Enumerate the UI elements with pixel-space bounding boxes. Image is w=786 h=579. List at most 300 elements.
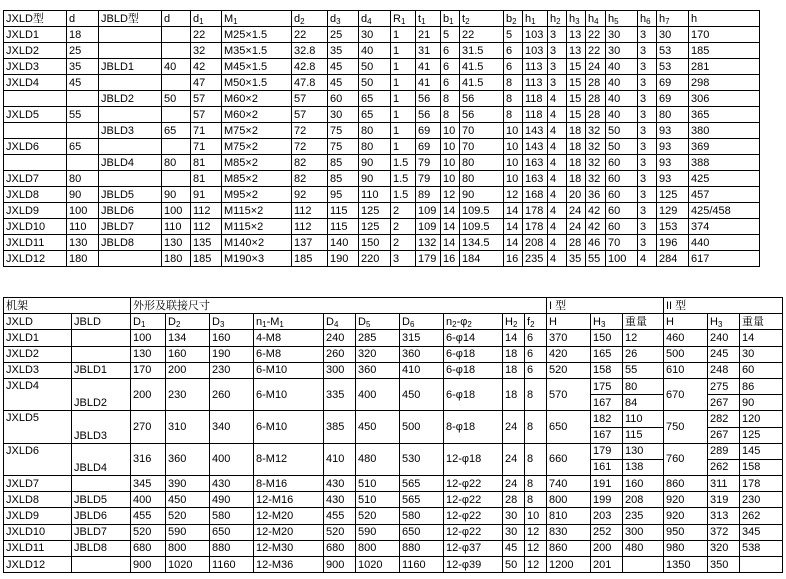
table-cell: 72 <box>292 123 328 139</box>
table-cell: 60 <box>606 155 638 171</box>
table-cell: 92 <box>292 187 328 203</box>
table-cell-n1: 6-M8 <box>254 346 324 362</box>
table-cell <box>67 123 99 139</box>
table-cell-h3: 372 <box>708 524 740 540</box>
table-cell-h: 650 <box>547 411 591 443</box>
table-cell: 8 <box>441 91 460 107</box>
table-cell: 365 <box>689 107 760 123</box>
table-cell-weight: 30 <box>740 346 783 362</box>
table-cell-weight: 80 <box>623 378 664 394</box>
table-cell: 93 <box>657 155 689 171</box>
table-cell: 3 <box>548 75 567 91</box>
table-cell-weight: 90 <box>740 395 783 411</box>
column-header-symbol: h <box>691 12 698 25</box>
table-cell-f2: 6 <box>525 346 547 362</box>
column-header-symbol: h <box>525 12 532 25</box>
table-cell-h: 420 <box>547 346 591 362</box>
table-cell: 109 <box>416 219 441 235</box>
table-cell: 45 <box>328 59 359 75</box>
column-header <box>547 314 591 330</box>
table-cell: 150 <box>359 235 391 251</box>
table-cell: JBLD2 <box>99 91 162 107</box>
column-header <box>606 11 638 27</box>
table-cell-d6: 315 <box>400 330 444 346</box>
table-cell-hb: 610 <box>664 362 708 378</box>
table-cell-h3: 182 <box>591 411 623 427</box>
table-cell-h3: 289 <box>708 443 740 459</box>
column-header-subscript: 2 <box>465 16 470 26</box>
table-row <box>4 75 760 91</box>
table-cell-h: 740 <box>547 476 591 492</box>
table-cell-d5: 285 <box>356 330 400 346</box>
table-cell: 1 <box>391 123 416 139</box>
table-cell-jxld: JXLD10 <box>4 524 72 540</box>
table-cell: 180 <box>67 251 99 267</box>
table-cell-jbld <box>72 411 131 427</box>
table-cell <box>4 155 67 171</box>
table-cell: 306 <box>689 91 760 107</box>
table-cell-d4: 240 <box>324 330 356 346</box>
table-cell: JXLD6 <box>4 139 67 155</box>
table-cell: 3 <box>638 123 657 139</box>
table-cell-n1: 12-M20 <box>254 508 324 524</box>
table-cell: 1 <box>391 139 416 155</box>
table-cell: 25 <box>67 43 99 59</box>
table-cell: M85×2 <box>222 171 292 187</box>
table-cell <box>4 91 67 107</box>
column-header-subscript: 2 <box>175 319 181 329</box>
table-cell: 388 <box>689 155 760 171</box>
table-cell: 3 <box>638 171 657 187</box>
table-cell-f2: 8 <box>525 378 547 410</box>
column-header-symbol: D <box>133 315 141 328</box>
table-cell-weight: 345 <box>740 524 783 540</box>
table-cell-d2: 520 <box>166 508 210 524</box>
table-cell: 113 <box>523 59 548 75</box>
table-cell: 115 <box>328 219 359 235</box>
table-cell: JXLD3 <box>4 59 67 75</box>
table-cell-d4: 385 <box>324 411 356 443</box>
table-cell: 32.8 <box>292 43 328 59</box>
column-header <box>324 314 356 330</box>
table-cell-h3: 167 <box>591 395 623 411</box>
table-cell-d6: 410 <box>400 362 444 378</box>
table-cell-f2: 8 <box>525 492 547 508</box>
table-cell: 60 <box>328 91 359 107</box>
table-cell-h: 830 <box>547 524 591 540</box>
table-cell-weight: 538 <box>740 540 783 556</box>
table-cell-h: 570 <box>547 378 591 410</box>
table-cell-jxld: JXLD2 <box>4 346 72 362</box>
table-cell: 41 <box>416 59 441 75</box>
table-cell-h3: 311 <box>708 476 740 492</box>
table-cell: 40 <box>606 91 638 107</box>
table-cell-weight: 178 <box>740 476 783 492</box>
table-cell-h3: 165 <box>591 346 623 362</box>
table-cell-d2: 800 <box>166 540 210 556</box>
table-cell-jxld <box>4 395 72 411</box>
table-cell-d4: 900 <box>324 557 356 573</box>
table-cell: 235 <box>523 251 548 267</box>
column-header-symbol: d <box>361 12 368 25</box>
table-cell-jbld: JBLD4 <box>72 459 131 475</box>
table-cell: 425 <box>689 171 760 187</box>
table-cell: 42 <box>586 203 606 219</box>
column-header-subscript: 4 <box>367 16 372 26</box>
table-cell-jbld: JBLD8 <box>72 540 131 556</box>
column-header-subscript: 1 <box>449 16 454 26</box>
table-cell-weight <box>623 557 664 573</box>
table-cell-d3: 490 <box>210 492 254 508</box>
table-cell: 60 <box>606 171 638 187</box>
table-cell-h2: 28 <box>503 492 525 508</box>
table-cell: 170 <box>689 27 760 43</box>
group-header-row <box>4 298 783 314</box>
table-cell: 369 <box>689 139 760 155</box>
column-header-symbol: JXLD <box>6 315 33 328</box>
table-cell-h3: 240 <box>708 330 740 346</box>
table-cell-d3: 340 <box>210 411 254 443</box>
table-cell-h2: 30 <box>503 524 525 540</box>
table-cell-n1: 4-M8 <box>254 330 324 346</box>
table-cell-weight: 138 <box>623 459 664 475</box>
table-cell: JXLD4 <box>4 75 67 91</box>
table-cell: 134.5 <box>460 235 504 251</box>
column-header-subscript: 2 <box>556 16 561 26</box>
table-cell-d3: 430 <box>210 476 254 492</box>
table-cell: JXLD11 <box>4 235 67 251</box>
column-header-subscript: 4 <box>594 16 599 26</box>
table-cell: 50 <box>359 59 391 75</box>
table-cell-jbld: JBLD6 <box>72 508 131 524</box>
table-cell: 50 <box>162 91 191 107</box>
column-header-subscript: 2 <box>300 16 305 26</box>
table-row <box>4 330 783 346</box>
table-cell: 2 <box>391 219 416 235</box>
table-cell <box>162 27 191 43</box>
table-cell: 69 <box>416 123 441 139</box>
table-cell-f2: 12 <box>525 557 547 573</box>
table-cell: 30 <box>606 43 638 59</box>
table-cell-weight: 12 <box>623 330 664 346</box>
column-header-symbol: 重量 <box>625 315 647 328</box>
column-header-symbol: H <box>549 315 557 328</box>
table-cell-h2: 18 <box>503 346 525 362</box>
table-cell-jxld: JXLD11 <box>4 540 72 556</box>
table-cell <box>162 43 191 59</box>
table-cell: 1 <box>391 91 416 107</box>
table-cell-h: 1200 <box>547 557 591 573</box>
table-cell-d5: 320 <box>356 346 400 362</box>
table-cell-d1: 455 <box>131 508 166 524</box>
table-cell: 110 <box>359 187 391 203</box>
column-header-subscript: 7 <box>665 16 670 26</box>
table-cell-h3: 167 <box>591 427 623 443</box>
table-cell <box>4 123 67 139</box>
table-cell: 72 <box>292 139 328 155</box>
table-cell: 190 <box>328 251 359 267</box>
table-cell: 32 <box>191 43 222 59</box>
column-header-symbol: R <box>393 12 401 25</box>
table-cell: 55 <box>586 251 606 267</box>
table-cell-jxld <box>4 459 72 475</box>
table-cell: 130 <box>67 235 99 251</box>
table-cell: 30 <box>606 27 638 43</box>
table-cell: 14 <box>441 203 460 219</box>
table-cell: 36 <box>586 187 606 203</box>
table-cell: 112 <box>191 203 222 219</box>
table-cell-d1: 520 <box>131 524 166 540</box>
column-header-symbol: H <box>666 315 674 328</box>
table-cell-h3: 252 <box>591 524 623 540</box>
table-cell-hb: 1350 <box>664 557 708 573</box>
table-cell: M75×2 <box>222 123 292 139</box>
table-cell-d2: 200 <box>166 362 210 378</box>
table-cell: JBLD3 <box>99 123 162 139</box>
table-cell: 140 <box>328 235 359 251</box>
table-cell: 90 <box>67 187 99 203</box>
table-cell: 69 <box>657 75 689 91</box>
table-cell: 40 <box>606 107 638 123</box>
table-cell-f2: 10 <box>525 508 547 524</box>
table-cell: 3 <box>638 91 657 107</box>
table-cell <box>99 139 162 155</box>
table-cell: 457 <box>689 187 760 203</box>
table-cell-d3: 580 <box>210 508 254 524</box>
column-header-symbol: D <box>402 315 410 328</box>
table-cell: 65 <box>162 123 191 139</box>
table-cell: 3 <box>638 43 657 59</box>
table-cell: 10 <box>441 171 460 187</box>
table-row <box>4 235 760 251</box>
table-cell: 40 <box>359 43 391 59</box>
table-cell: 112 <box>292 219 328 235</box>
table-cell-n2: 6-φ18 <box>444 362 503 378</box>
column-header-symbol: h <box>550 12 557 25</box>
column-header-symbol: 重量 <box>742 315 764 328</box>
column-header-subscript: 2 <box>512 319 518 329</box>
table-cell: 14 <box>504 219 523 235</box>
table-cell: 65 <box>67 139 99 155</box>
table-cell: 28 <box>567 235 586 251</box>
table-cell: 30 <box>359 27 391 43</box>
column-header-subscript: 1 <box>262 319 267 329</box>
table-cell: 40 <box>606 75 638 91</box>
table-cell-h2: 24 <box>503 411 525 443</box>
column-header <box>657 11 689 27</box>
table-cell: 47.8 <box>292 75 328 91</box>
column-header-subscript: 1 <box>400 16 406 26</box>
table-cell-h3: 262 <box>708 459 740 475</box>
table-cell: 57 <box>191 107 222 123</box>
table-cell: M25×1.5 <box>222 27 292 43</box>
table-cell: 53 <box>657 43 689 59</box>
table-cell: 71 <box>191 123 222 139</box>
table-cell: 40 <box>606 59 638 75</box>
table-row <box>4 155 760 171</box>
table-cell-n1: 6-M10 <box>254 411 324 443</box>
reducer-dimension-table <box>3 10 760 267</box>
column-header-symbol: h <box>588 12 595 25</box>
table-cell: 6 <box>441 59 460 75</box>
table-cell-f2: 6 <box>525 330 547 346</box>
table-cell-d4: 430 <box>324 492 356 508</box>
table-cell-d1: 400 <box>131 492 166 508</box>
table-cell-h2: 50 <box>503 557 525 573</box>
table-cell-weight: 60 <box>740 362 783 378</box>
table-cell: 3 <box>638 203 657 219</box>
table-cell: 32 <box>586 171 606 187</box>
table-cell: 3 <box>638 27 657 43</box>
table-row <box>4 524 783 540</box>
table-cell-d6: 500 <box>400 411 444 443</box>
table-cell: 75 <box>328 139 359 155</box>
table-cell-jxld: JXLD7 <box>4 476 72 492</box>
table-cell-n2: 12-φ37 <box>444 540 503 556</box>
table-cell: 2 <box>391 235 416 251</box>
table-cell: 40 <box>162 59 191 75</box>
column-header-subscript-2: 1 <box>279 319 284 329</box>
table-cell-jbld <box>72 443 131 459</box>
table-cell: 82 <box>292 171 328 187</box>
table-cell: 163 <box>523 155 548 171</box>
table-cell-h2: 14 <box>503 330 525 346</box>
column-header <box>359 11 391 27</box>
table-cell-f2: 8 <box>525 443 547 475</box>
column-header <box>162 11 191 27</box>
table-cell: 85 <box>328 171 359 187</box>
table-cell: 25 <box>328 27 359 43</box>
table-row <box>4 107 760 123</box>
table-cell: 13 <box>567 43 586 59</box>
table-cell-n2: 12-φ22 <box>444 508 503 524</box>
table-cell: 6 <box>504 43 523 59</box>
table-cell: 143 <box>523 139 548 155</box>
table-cell-h3: 199 <box>591 492 623 508</box>
table-cell-jbld: JBLD7 <box>72 524 131 540</box>
table-cell-h2: 18 <box>503 362 525 378</box>
table-cell-weight: 86 <box>740 378 783 394</box>
table-cell <box>67 91 99 107</box>
column-header <box>740 314 783 330</box>
table-cell-d1: 130 <box>131 346 166 362</box>
table-cell: JXLD9 <box>4 203 67 219</box>
column-header <box>623 314 664 330</box>
table-cell-weight: 115 <box>623 427 664 443</box>
column-header <box>444 314 503 330</box>
column-header <box>504 11 523 27</box>
table-cell-hb: 670 <box>664 378 708 410</box>
table-cell: 8 <box>504 75 523 91</box>
table-cell: M85×2 <box>222 155 292 171</box>
table-cell: 3 <box>391 251 416 267</box>
table-cell-d1: 100 <box>131 330 166 346</box>
table-cell-weight: 480 <box>623 540 664 556</box>
table-cell: 380 <box>689 123 760 139</box>
table-cell: 8 <box>504 91 523 107</box>
table-cell: 79 <box>416 171 441 187</box>
column-header-symbol: h <box>569 12 576 25</box>
table-row <box>4 362 783 378</box>
table-row <box>4 346 783 362</box>
table-cell: 3 <box>638 107 657 123</box>
table-cell: 18 <box>567 171 586 187</box>
table-cell: 6 <box>441 75 460 91</box>
table-cell: 1 <box>391 75 416 91</box>
table-cell: 69 <box>416 139 441 155</box>
column-header <box>525 314 547 330</box>
table-cell-d6: 580 <box>400 508 444 524</box>
column-header <box>664 314 708 330</box>
table-cell: 32 <box>586 123 606 139</box>
table-cell: 10 <box>504 139 523 155</box>
table-cell-h3: 175 <box>591 378 623 394</box>
table-cell: 91 <box>191 187 222 203</box>
table-cell: 90 <box>359 171 391 187</box>
table-cell: 71 <box>191 139 222 155</box>
table-cell: JXLD8 <box>4 187 67 203</box>
column-header-symbol: H <box>710 315 718 328</box>
column-header <box>548 11 567 27</box>
table-cell-h3: 248 <box>708 362 740 378</box>
column-header <box>591 314 623 330</box>
table-cell-f2: 8 <box>525 476 547 492</box>
column-header <box>400 314 444 330</box>
table-cell: 185 <box>292 251 328 267</box>
table-cell-d3: 400 <box>210 443 254 475</box>
table-cell: 32 <box>586 139 606 155</box>
table-cell: 41.5 <box>460 59 504 75</box>
table-cell: 90 <box>460 187 504 203</box>
column-header-symbol: h <box>659 12 666 25</box>
column-header-subscript: 5 <box>614 16 619 26</box>
table-cell: JXLD10 <box>4 219 67 235</box>
table-cell-d1: 345 <box>131 476 166 492</box>
table-cell-jxld: JXLD9 <box>4 508 72 524</box>
table-cell: 57 <box>292 91 328 107</box>
column-header-symbol: t <box>418 12 422 25</box>
table-cell-d2: 1020 <box>166 557 210 573</box>
table-cell <box>99 251 162 267</box>
table-cell-h3: 320 <box>708 540 740 556</box>
table-cell: 42.8 <box>292 59 328 75</box>
table-cell: 56 <box>460 107 504 123</box>
column-header <box>210 314 254 330</box>
table-cell: M115×2 <box>222 203 292 219</box>
table-cell: 47 <box>191 75 222 91</box>
table-cell: 6 <box>504 59 523 75</box>
table-cell-d2: 230 <box>166 378 210 410</box>
table-cell: 115 <box>328 203 359 219</box>
column-header-symbol: H <box>593 315 601 328</box>
table-cell-weight: 125 <box>740 427 783 443</box>
table-cell <box>162 139 191 155</box>
table-row <box>4 27 760 43</box>
table-cell-weight: 208 <box>623 492 664 508</box>
table-cell: 135 <box>191 235 222 251</box>
table-cell: 28 <box>586 107 606 123</box>
column-header-symbol: JBLD <box>74 315 101 328</box>
table-cell: 109.5 <box>460 219 504 235</box>
column-header-symbol: d <box>193 12 200 25</box>
table-cell: 153 <box>657 219 689 235</box>
column-header <box>460 11 504 27</box>
table-cell: 220 <box>359 251 391 267</box>
table-cell-d6: 880 <box>400 540 444 556</box>
group-header-type1: I 型 <box>547 298 664 314</box>
table-cell: 178 <box>523 203 548 219</box>
table-cell: 45 <box>67 75 99 91</box>
